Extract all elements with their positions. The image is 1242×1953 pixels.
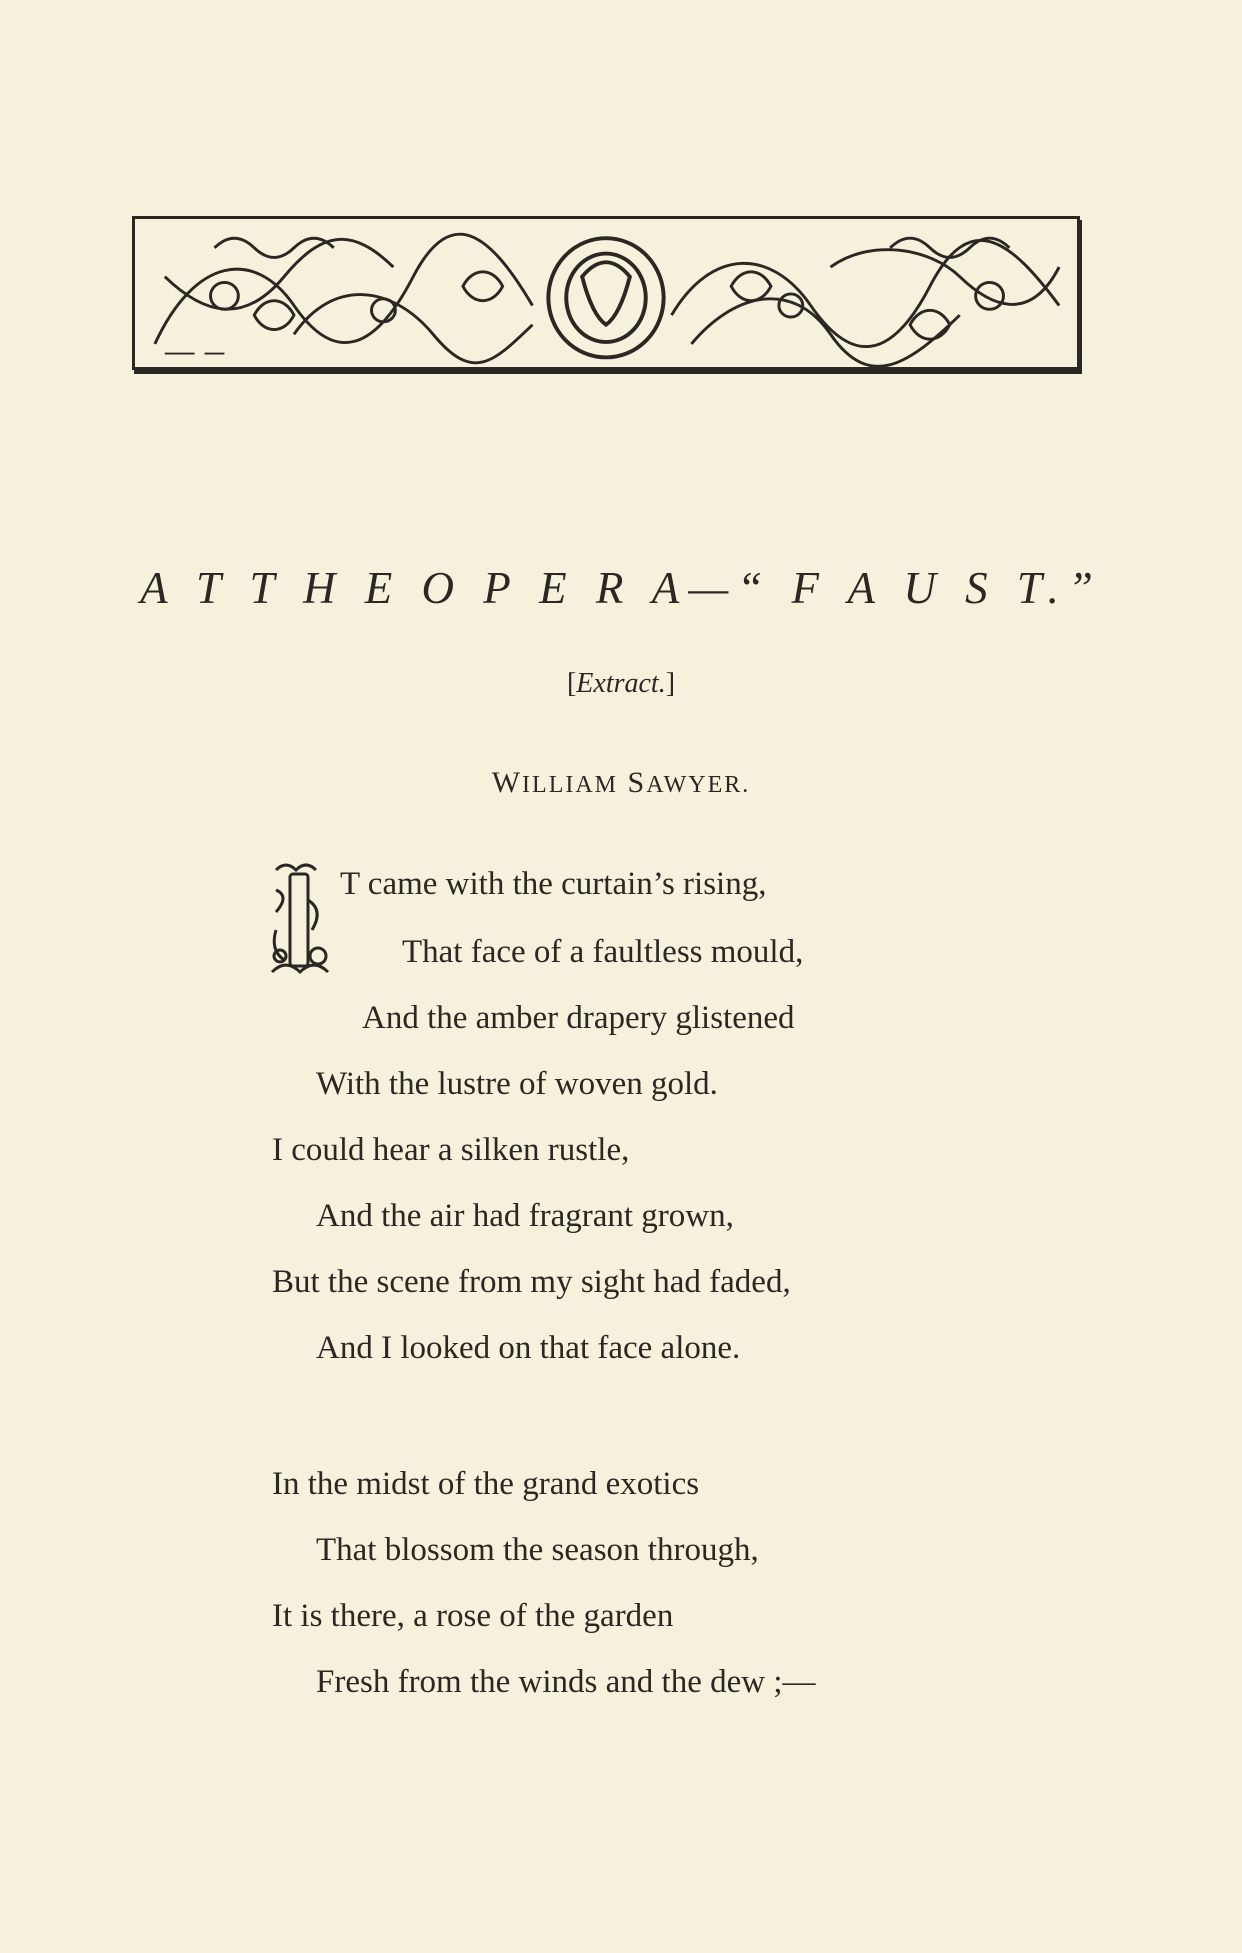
poem-line: That face of a faultless mould, <box>402 934 804 970</box>
subtitle-close-bracket: ] <box>665 668 676 699</box>
poem-line: In the midst of the grand exotics <box>272 1466 700 1502</box>
poem-line: It is there, a rose of the garden <box>272 1598 674 1634</box>
poem-line: Fresh from the winds and the dew ;— <box>316 1664 816 1700</box>
poem-line: That blossom the season through, <box>316 1532 759 1568</box>
poem-line: And the air had fragrant grown, <box>316 1198 734 1234</box>
subtitle-extract <box>0 668 1242 700</box>
author-last-rest: AWYER. <box>646 772 751 798</box>
author-first-rest: ILLIAM <box>522 772 619 798</box>
decorated-initial-icon <box>268 860 332 982</box>
foliage-ornament-icon <box>135 219 1077 367</box>
poem-line: And I looked on that face alone. <box>316 1330 741 1366</box>
author-last-initial: S <box>627 766 647 799</box>
subtitle-word: Extract. <box>576 668 666 699</box>
decorated-initial-i <box>268 860 332 982</box>
subtitle-open-bracket: [ <box>566 668 577 699</box>
ornamental-header-band <box>132 216 1080 370</box>
poem-line: And the amber drapery glistened <box>362 1000 795 1036</box>
poem-line: But the scene from my sight had faded, <box>272 1264 791 1300</box>
poem-line: With the lustre of woven gold. <box>316 1066 718 1102</box>
poem-line: T came with the curtain’s rising, <box>340 866 767 902</box>
author-name <box>0 766 1242 800</box>
poem-title: A T T H E O P E R A—“ F A U S T.” <box>140 563 1102 613</box>
author-first-initial: W <box>491 766 523 799</box>
poem-line: I could hear a silken rustle, <box>272 1132 630 1168</box>
